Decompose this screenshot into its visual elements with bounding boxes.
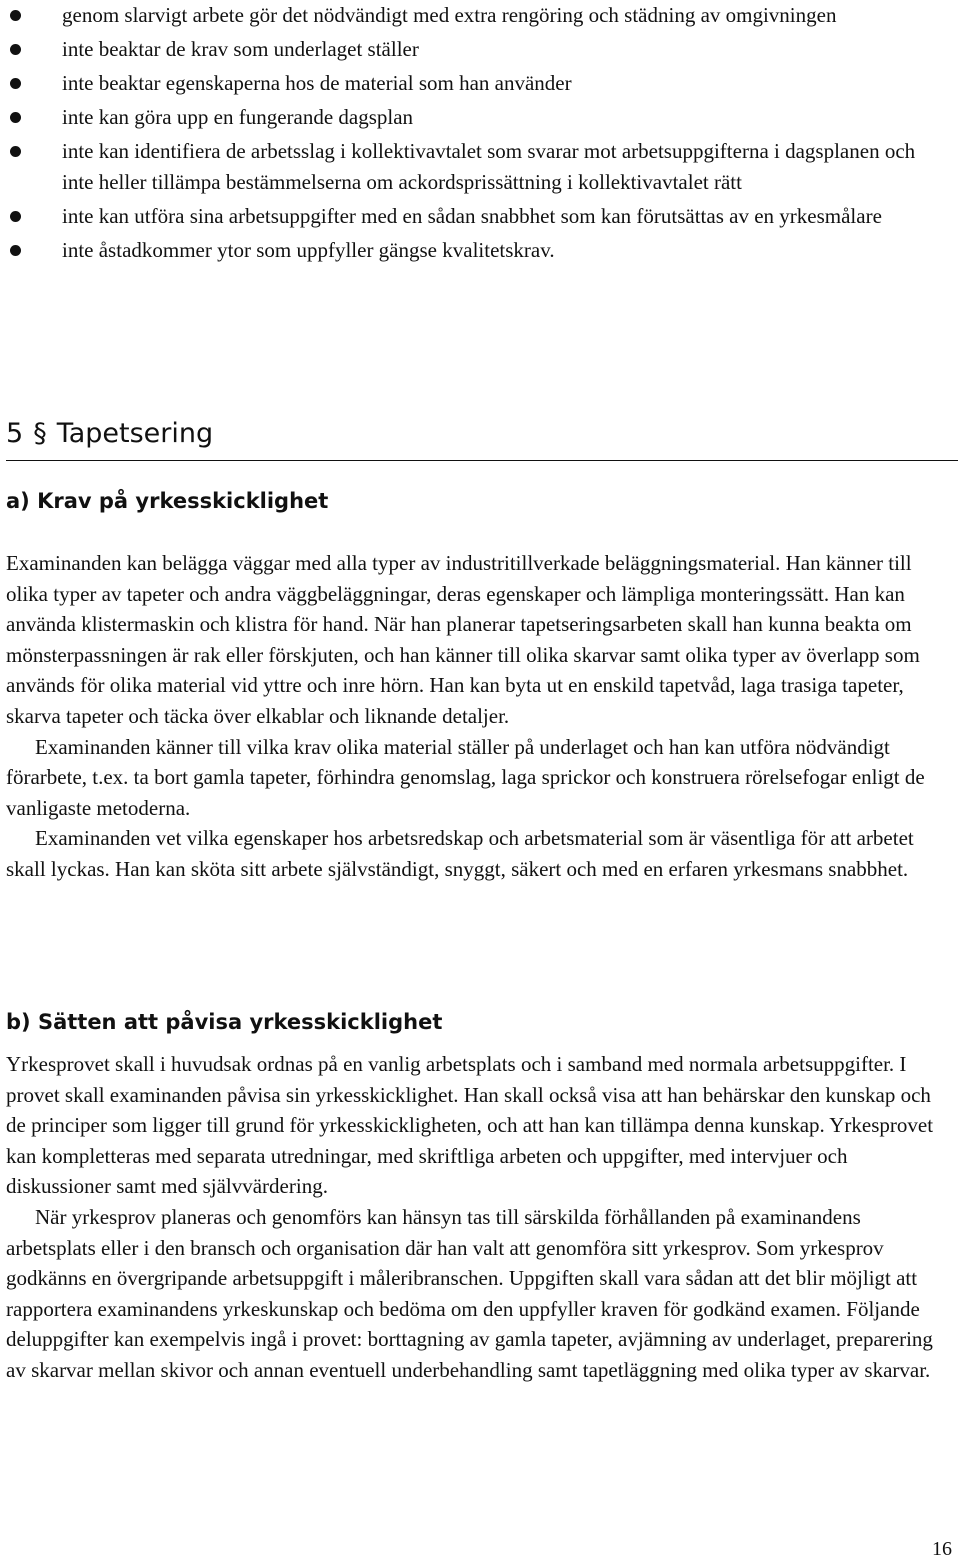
subsection-a-body: [6, 548, 952, 885]
section-title-text: Tapetsering: [56, 418, 214, 449]
bullet-text: inte åstadkommer ytor som uppfyller gängse kvalitetskrav.: [62, 237, 555, 262]
paragraph: Examinanden kan belägga väggar med alla typer av industritillverkade beläggningsmaterial. Han känner till olika typer av tapeter och andra väggbeläggningar, deras egenskaper och lämpliga monteringssätt. Han kan använda klistermaskin och klistra för hand. När han planerar tapetseringsarbeten skall han kunna beakta om mönsterpassningen är rak eller förskjuten, och han känner till olika skarvar samt olika typer av överlapp som används för olika material vid yttre och inre hörn. Han kan byta ut en enskild tapetvåd, laga trasiga tapeter, skarva tapeter och täcka över elkablar och liknande detaljer.: [6, 551, 920, 728]
bullet-text: inte kan utföra sina arbetsuppgifter med en sådan snabbhet som kan förutsättas av en yrkesmålare: [62, 203, 882, 228]
bullet-dot-icon: [10, 211, 21, 222]
bullet-text: inte kan identifiera de arbetsslag i kollektivavtalet som svarar mot arbetsuppgifterna i dagsplanen och inte heller tillämpa bestämmelserna om ackordsprissättning i kollektivavtalet rätt: [62, 139, 916, 194]
subsection-b-body: [6, 1049, 952, 1386]
criteria-bullet-list: [6, 0, 946, 269]
paragraph: Yrkesprovet skall i huvudsak ordnas på en vanlig arbetsplats och i samband med normala arbetsuppgifter. I provet skall examinanden påvisa sin yrkesskicklighet. Han skall också visa att han behärskar den kunskap och de principer som ligger till grund för yrkesskickligheten, och att han kan tillämpa denna kunskap. Yrkesprovet kan kompletteras med separata utredningar, med skriftliga arbeten och uppgifter, med intervjuer och diskussioner samt med självvärdering.: [6, 1052, 934, 1199]
paragraph: Examinanden känner till vilka krav olika material ställer på underlaget och han kan utföra nödvändigt förarbete, t.ex. ta bort gamla tapeter, förhindra genomslag, laga sprickor och konstruera rörelsefogar enligt de vanligaste metoderna.: [6, 734, 925, 820]
bullet-dot-icon: [10, 78, 21, 89]
bullet-text: inte beaktar egenskaperna hos de material som han använder: [62, 71, 572, 95]
bullet-dot-icon: [10, 245, 21, 256]
section-symbol: §: [33, 418, 47, 449]
bullet-dot-icon: [10, 44, 21, 55]
bullet-text: inte beaktar de krav som underlaget ställer: [62, 37, 419, 61]
bullet-dot-icon: [10, 10, 21, 21]
bullet-item: [6, 0, 946, 31]
bullet-dot-icon: [10, 146, 21, 157]
paragraph: När yrkesprov planeras och genomförs kan hänsyn tas till särskilda förhållanden på examinandens arbetsplats eller i den bransch och organisation där han valt att genomföra sitt yrkesprov. Som yrkesprov godkänns en övergripande arbetsuppgift i måleribranschen. Uppgiften skall vara sådan att det blir möjligt att rapportera examinandens yrkeskunskap och bedöma om den uppfyller kraven för godkänd examen. Följande deluppgifter kan exempelvis ingå i provet: borttagning av gamla tapeter, avjämning av underlaget, preparering av skarvar mellan skivor och annan eventuell underbehandling samt tapetläggning med olika typer av skarvar.: [6, 1204, 933, 1382]
bullet-item: [6, 68, 946, 99]
subsection-a-heading: a) Krav på yrkesskicklighet: [6, 489, 329, 513]
section-number: 5: [6, 418, 24, 449]
paragraph: Examinanden vet vilka egenskaper hos arbetsredskap och arbetsmaterial som är väsentliga för att arbetet skall lyckas. Han kan sköta sitt arbete självständigt, snyggt, säkert och med en erfaren yrkesmans snabbhet.: [6, 826, 914, 881]
bullet-item: [6, 235, 946, 266]
bullet-dot-icon: [10, 112, 21, 123]
section-heading: [6, 416, 958, 461]
bullet-text: inte kan göra upp en fungerande dagsplan: [62, 105, 414, 129]
page-number: 16: [932, 1538, 952, 1560]
bullet-item: [6, 201, 946, 232]
bullet-item: [6, 102, 946, 133]
bullet-text: genom slarvigt arbete gör det nödvändigt med extra rengöring och städning av omgivningen: [62, 3, 837, 27]
bullet-item: [6, 34, 946, 65]
bullet-item: [6, 136, 946, 197]
subsection-b-heading: b) Sätten att påvisa yrkesskicklighet: [6, 1010, 443, 1034]
